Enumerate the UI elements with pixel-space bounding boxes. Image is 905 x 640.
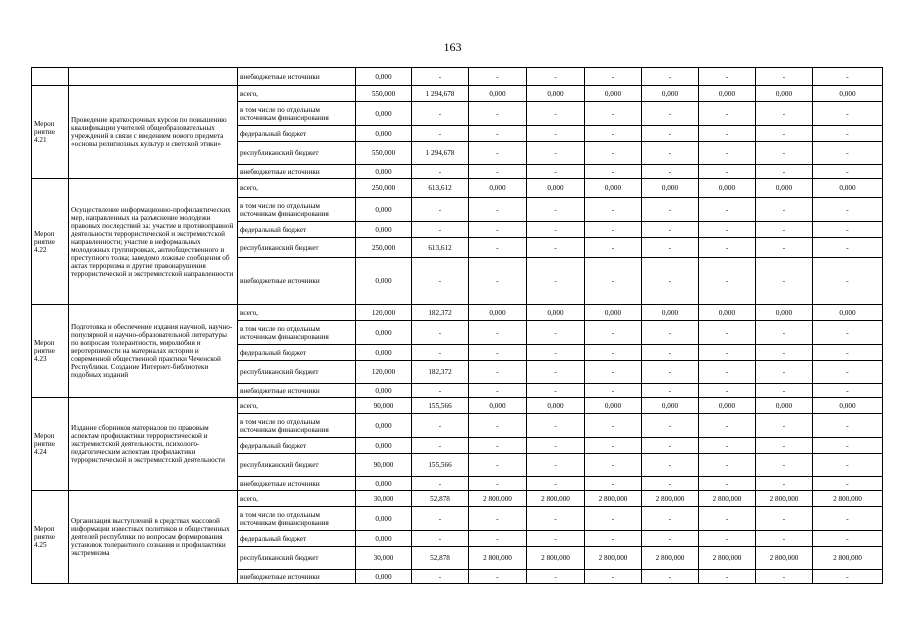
value-cell: 0,000 <box>527 305 585 321</box>
value-cell: 0,000 <box>642 398 699 414</box>
value-cell: - <box>756 321 813 345</box>
funding-source-cell: в том числе по отдельным источникам финансирования <box>238 414 356 438</box>
value-cell: - <box>527 222 585 238</box>
value-cell: 0,000 <box>356 321 412 345</box>
value-cell: 0,000 <box>699 305 756 321</box>
value-cell: - <box>699 258 756 305</box>
value-cell: - <box>756 384 813 398</box>
value-cell: - <box>412 507 469 531</box>
value-cell: - <box>527 238 585 258</box>
value-cell: 0,000 <box>813 398 883 414</box>
value-cell: - <box>585 258 642 305</box>
value-cell: - <box>585 531 642 547</box>
value-cell: 0,000 <box>356 126 412 142</box>
funding-source-cell: республиканский бюджет <box>238 142 356 165</box>
value-cell: 2 800,000 <box>756 491 813 507</box>
measure-description-cell: Проведение краткосрочных курсов по повышению квалификации учителей общеобразовательных учреждений в связи с введением нового предмета «основы религиозных культур и светской этики» <box>69 86 238 179</box>
value-cell: 0,000 <box>756 305 813 321</box>
value-cell: - <box>813 570 883 584</box>
value-cell: 613,612 <box>412 238 469 258</box>
value-cell: - <box>412 384 469 398</box>
value-cell: - <box>585 345 642 361</box>
funding-source-cell: всего, <box>238 398 356 414</box>
value-cell: - <box>527 438 585 454</box>
value-cell: 52,878 <box>412 547 469 570</box>
value-cell: - <box>585 414 642 438</box>
value-cell: - <box>469 142 527 165</box>
value-cell: - <box>412 102 469 126</box>
table-row <box>32 179 883 198</box>
value-cell: - <box>585 438 642 454</box>
value-cell: 0,000 <box>356 258 412 305</box>
value-cell: 0,000 <box>813 179 883 198</box>
value-cell: - <box>642 414 699 438</box>
value-cell: 182,372 <box>412 361 469 384</box>
value-cell: 250,000 <box>356 238 412 258</box>
value-cell: - <box>642 361 699 384</box>
value-cell: - <box>699 68 756 86</box>
value-cell: - <box>756 438 813 454</box>
value-cell: - <box>527 258 585 305</box>
value-cell: - <box>469 68 527 86</box>
value-cell: - <box>756 414 813 438</box>
value-cell: - <box>756 222 813 238</box>
value-cell: - <box>469 198 527 222</box>
value-cell: - <box>469 361 527 384</box>
value-cell: 0,000 <box>469 86 527 102</box>
value-cell: - <box>813 477 883 491</box>
value-cell: - <box>585 222 642 238</box>
value-cell: - <box>412 477 469 491</box>
value-cell: 2 800,000 <box>642 491 699 507</box>
value-cell: - <box>813 126 883 142</box>
value-cell: 2 800,000 <box>813 547 883 570</box>
funding-source-cell: всего, <box>238 491 356 507</box>
value-cell: 250,000 <box>356 179 412 198</box>
value-cell: - <box>527 414 585 438</box>
value-cell: - <box>527 454 585 477</box>
funding-source-cell: внебюджетные источники <box>238 384 356 398</box>
value-cell: - <box>527 361 585 384</box>
value-cell: - <box>642 477 699 491</box>
value-cell: - <box>527 142 585 165</box>
value-cell: 30,000 <box>356 491 412 507</box>
value-cell: 0,000 <box>585 305 642 321</box>
value-cell: - <box>756 507 813 531</box>
value-cell: - <box>527 531 585 547</box>
value-cell: - <box>527 102 585 126</box>
value-cell: 0,000 <box>356 345 412 361</box>
value-cell: - <box>699 165 756 179</box>
value-cell: - <box>642 570 699 584</box>
measure-code-cell: Мероп риятие 4.24 <box>32 398 69 491</box>
value-cell: - <box>469 102 527 126</box>
value-cell: - <box>527 165 585 179</box>
value-cell: 0,000 <box>527 179 585 198</box>
value-cell: 0,000 <box>527 86 585 102</box>
funding-source-cell: республиканский бюджет <box>238 547 356 570</box>
value-cell: - <box>813 222 883 238</box>
funding-source-cell: федеральный бюджет <box>238 222 356 238</box>
value-cell: 0,000 <box>527 398 585 414</box>
value-cell: - <box>756 165 813 179</box>
value-cell: - <box>813 165 883 179</box>
value-cell: - <box>469 345 527 361</box>
value-cell: - <box>699 142 756 165</box>
value-cell: - <box>756 345 813 361</box>
value-cell: 0,000 <box>585 179 642 198</box>
value-cell: - <box>813 102 883 126</box>
value-cell: 0,000 <box>469 305 527 321</box>
value-cell: - <box>527 321 585 345</box>
value-cell: 0,000 <box>813 305 883 321</box>
value-cell: - <box>469 570 527 584</box>
value-cell: 0,000 <box>699 398 756 414</box>
value-cell: - <box>585 454 642 477</box>
value-cell: - <box>412 198 469 222</box>
value-cell: - <box>412 414 469 438</box>
value-cell: - <box>585 361 642 384</box>
value-cell: 550,000 <box>356 142 412 165</box>
value-cell: 0,000 <box>469 179 527 198</box>
value-cell: 2 800,000 <box>527 491 585 507</box>
value-cell: - <box>756 238 813 258</box>
value-cell: - <box>412 126 469 142</box>
value-cell: - <box>412 531 469 547</box>
value-cell: - <box>585 165 642 179</box>
value-cell: 0,000 <box>356 531 412 547</box>
value-cell: - <box>813 531 883 547</box>
value-cell: 2 800,000 <box>469 547 527 570</box>
value-cell: 0,000 <box>469 398 527 414</box>
value-cell: - <box>642 507 699 531</box>
table-body <box>32 68 883 584</box>
value-cell: - <box>813 454 883 477</box>
value-cell: - <box>756 361 813 384</box>
value-cell: - <box>642 142 699 165</box>
table-row <box>32 305 883 321</box>
value-cell: - <box>527 570 585 584</box>
value-cell: - <box>527 198 585 222</box>
value-cell: 0,000 <box>356 438 412 454</box>
value-cell: 0,000 <box>699 179 756 198</box>
funding-source-cell: республиканский бюджет <box>238 238 356 258</box>
value-cell: - <box>585 68 642 86</box>
value-cell: 0,000 <box>813 86 883 102</box>
funding-source-cell: внебюджетные источники <box>238 258 356 305</box>
value-cell: - <box>699 345 756 361</box>
value-cell: 1 294,678 <box>412 86 469 102</box>
value-cell: - <box>469 531 527 547</box>
value-cell: - <box>642 198 699 222</box>
value-cell: - <box>585 321 642 345</box>
value-cell: - <box>756 68 813 86</box>
value-cell: 0,000 <box>585 86 642 102</box>
value-cell: 2 800,000 <box>756 547 813 570</box>
value-cell: 0,000 <box>756 86 813 102</box>
value-cell: - <box>412 345 469 361</box>
funding-source-cell: в том числе по отдельным источникам финансирования <box>238 507 356 531</box>
value-cell: - <box>756 126 813 142</box>
value-cell: 52,878 <box>412 491 469 507</box>
funding-source-cell: в том числе по отдельным источникам финансирования <box>238 198 356 222</box>
funding-source-cell: внебюджетные источники <box>238 68 356 86</box>
value-cell: 90,000 <box>356 398 412 414</box>
value-cell: - <box>527 126 585 142</box>
value-cell: - <box>412 321 469 345</box>
value-cell: - <box>527 345 585 361</box>
value-cell: - <box>527 477 585 491</box>
funding-source-cell: в том числе по отдельным источникам финансирования <box>238 321 356 345</box>
value-cell: 0,000 <box>642 86 699 102</box>
budget-table <box>31 67 883 584</box>
value-cell: 0,000 <box>356 477 412 491</box>
value-cell: - <box>585 198 642 222</box>
value-cell: - <box>412 570 469 584</box>
value-cell: - <box>585 142 642 165</box>
value-cell: 0,000 <box>356 102 412 126</box>
value-cell: - <box>699 384 756 398</box>
value-cell: - <box>642 321 699 345</box>
value-cell: - <box>756 258 813 305</box>
funding-source-cell: в том числе по отдельным источникам финансирования <box>238 102 356 126</box>
value-cell: - <box>585 570 642 584</box>
value-cell: - <box>813 142 883 165</box>
value-cell: 2 800,000 <box>699 547 756 570</box>
value-cell: - <box>585 477 642 491</box>
value-cell: - <box>469 126 527 142</box>
value-cell: 0,000 <box>356 198 412 222</box>
value-cell: 0,000 <box>642 305 699 321</box>
value-cell: - <box>585 384 642 398</box>
value-cell: - <box>699 531 756 547</box>
value-cell: 0,000 <box>699 86 756 102</box>
value-cell: 613,612 <box>412 179 469 198</box>
value-cell: - <box>813 507 883 531</box>
value-cell: 0,000 <box>356 222 412 238</box>
measure-code-cell: Мероп риятие 4.25 <box>32 491 69 584</box>
value-cell: - <box>585 238 642 258</box>
value-cell: - <box>469 477 527 491</box>
funding-source-cell: всего, <box>238 305 356 321</box>
value-cell: 0,000 <box>756 398 813 414</box>
value-cell: - <box>756 570 813 584</box>
value-cell: - <box>756 142 813 165</box>
value-cell: - <box>527 384 585 398</box>
value-cell: - <box>585 126 642 142</box>
measure-description-cell <box>69 68 238 86</box>
value-cell: 182,372 <box>412 305 469 321</box>
value-cell: - <box>642 165 699 179</box>
value-cell: - <box>699 438 756 454</box>
funding-source-cell: федеральный бюджет <box>238 126 356 142</box>
value-cell: 155,566 <box>412 398 469 414</box>
value-cell: - <box>642 258 699 305</box>
funding-source-cell: федеральный бюджет <box>238 531 356 547</box>
value-cell: 2 800,000 <box>469 491 527 507</box>
value-cell: 550,000 <box>356 86 412 102</box>
value-cell: - <box>699 238 756 258</box>
value-cell: - <box>813 258 883 305</box>
value-cell: - <box>527 507 585 531</box>
value-cell: - <box>699 222 756 238</box>
value-cell: 120,000 <box>356 361 412 384</box>
value-cell: 0,000 <box>642 179 699 198</box>
value-cell: 2 800,000 <box>585 547 642 570</box>
value-cell: 0,000 <box>756 179 813 198</box>
value-cell: - <box>813 198 883 222</box>
value-cell: - <box>642 68 699 86</box>
value-cell: - <box>813 321 883 345</box>
measure-description-cell: Подготовка и обеспечение издания научной, научно-популярной и научно-образовательной литературы по вопросам толерантности, миролюбия и веротерпимости на материалах истории и современной общественной практики Чеченской Республики. Создание Интернет-библиотеки подобных изданий <box>69 305 238 398</box>
value-cell: - <box>642 222 699 238</box>
value-cell: 0,000 <box>356 414 412 438</box>
value-cell: - <box>469 238 527 258</box>
value-cell: - <box>642 345 699 361</box>
value-cell: - <box>813 361 883 384</box>
value-cell: - <box>813 238 883 258</box>
value-cell: 2 800,000 <box>813 491 883 507</box>
value-cell: - <box>469 165 527 179</box>
value-cell: 2 800,000 <box>527 547 585 570</box>
value-cell: - <box>699 414 756 438</box>
value-cell: - <box>642 531 699 547</box>
value-cell: - <box>642 384 699 398</box>
funding-source-cell: республиканский бюджет <box>238 454 356 477</box>
value-cell: - <box>756 102 813 126</box>
measure-code-cell: Мероп риятие 4.22 <box>32 179 69 305</box>
page-number: 163 <box>443 40 462 54</box>
measure-description-cell: Организация выступлений в средствах массовой информации известных политиков и общественных деятелей республики по вопросам формирования установок толерантного сознания и профилактики экстремизма <box>69 491 238 584</box>
value-cell: - <box>469 321 527 345</box>
value-cell: - <box>469 258 527 305</box>
value-cell: 2 800,000 <box>642 547 699 570</box>
value-cell: - <box>527 68 585 86</box>
value-cell: 2 800,000 <box>699 491 756 507</box>
funding-source-cell: федеральный бюджет <box>238 345 356 361</box>
value-cell: - <box>813 438 883 454</box>
value-cell: - <box>412 258 469 305</box>
table-row <box>32 398 883 414</box>
value-cell: - <box>699 570 756 584</box>
value-cell: - <box>469 438 527 454</box>
value-cell: - <box>585 102 642 126</box>
value-cell: 1 294,678 <box>412 142 469 165</box>
table-row <box>32 491 883 507</box>
table-row <box>32 86 883 102</box>
funding-source-cell: всего, <box>238 86 356 102</box>
value-cell: - <box>813 384 883 398</box>
value-cell: 0,000 <box>356 570 412 584</box>
value-cell: - <box>756 198 813 222</box>
value-cell: - <box>699 507 756 531</box>
funding-source-cell: всего, <box>238 179 356 198</box>
value-cell: - <box>699 198 756 222</box>
value-cell: - <box>469 384 527 398</box>
value-cell: - <box>756 477 813 491</box>
value-cell: - <box>412 222 469 238</box>
funding-source-cell: внебюджетные источники <box>238 477 356 491</box>
value-cell: - <box>699 126 756 142</box>
measure-description-cell: Издание сборников материалов по правовым аспектам профилактики террористической и экстремистской деятельности, психолого-педагогическим аспектам профилактики террористической и экстремистской деятельности <box>69 398 238 491</box>
value-cell: - <box>699 477 756 491</box>
value-cell: - <box>756 454 813 477</box>
value-cell: - <box>469 414 527 438</box>
value-cell: - <box>642 438 699 454</box>
value-cell: - <box>412 438 469 454</box>
value-cell: 120,000 <box>356 305 412 321</box>
funding-source-cell: внебюджетные источники <box>238 165 356 179</box>
value-cell: - <box>642 126 699 142</box>
value-cell: - <box>469 454 527 477</box>
value-cell: - <box>412 165 469 179</box>
value-cell: 90,000 <box>356 454 412 477</box>
measure-code-cell: Мероп риятие 4.23 <box>32 305 69 398</box>
value-cell: 0,000 <box>356 384 412 398</box>
value-cell: - <box>699 102 756 126</box>
table-row <box>32 68 883 86</box>
value-cell: 30,000 <box>356 547 412 570</box>
value-cell: 155,566 <box>412 454 469 477</box>
value-cell: 0,000 <box>356 165 412 179</box>
value-cell: - <box>642 454 699 477</box>
value-cell: 0,000 <box>585 398 642 414</box>
value-cell: - <box>813 345 883 361</box>
value-cell: - <box>469 222 527 238</box>
value-cell: - <box>699 361 756 384</box>
value-cell: - <box>699 454 756 477</box>
measure-code-cell: Мероп риятие 4.21 <box>32 86 69 179</box>
value-cell: - <box>412 68 469 86</box>
value-cell: - <box>642 238 699 258</box>
value-cell: - <box>642 102 699 126</box>
funding-source-cell: республиканский бюджет <box>238 361 356 384</box>
funding-source-cell: федеральный бюджет <box>238 438 356 454</box>
value-cell: - <box>469 507 527 531</box>
value-cell: - <box>756 531 813 547</box>
value-cell: 0,000 <box>356 68 412 86</box>
value-cell: 0,000 <box>356 507 412 531</box>
value-cell: - <box>699 321 756 345</box>
value-cell: - <box>813 414 883 438</box>
measure-description-cell: Осуществление информационно-профилактических мер, направленных на разъяснение молодежи правовых последствий за: участие в противоправной деятельности террористической и экстремистской направленности; участие в неформальных молодежных группировках, антиобщественного и преступного толка; заведомо ложные сообщения об актах терроризма и другие правонарушения террористической и экстремистской направленности <box>69 179 238 305</box>
value-cell: - <box>813 68 883 86</box>
measure-code-cell <box>32 68 69 86</box>
value-cell: 2 800,000 <box>585 491 642 507</box>
funding-source-cell: внебюджетные источники <box>238 570 356 584</box>
value-cell: - <box>585 507 642 531</box>
